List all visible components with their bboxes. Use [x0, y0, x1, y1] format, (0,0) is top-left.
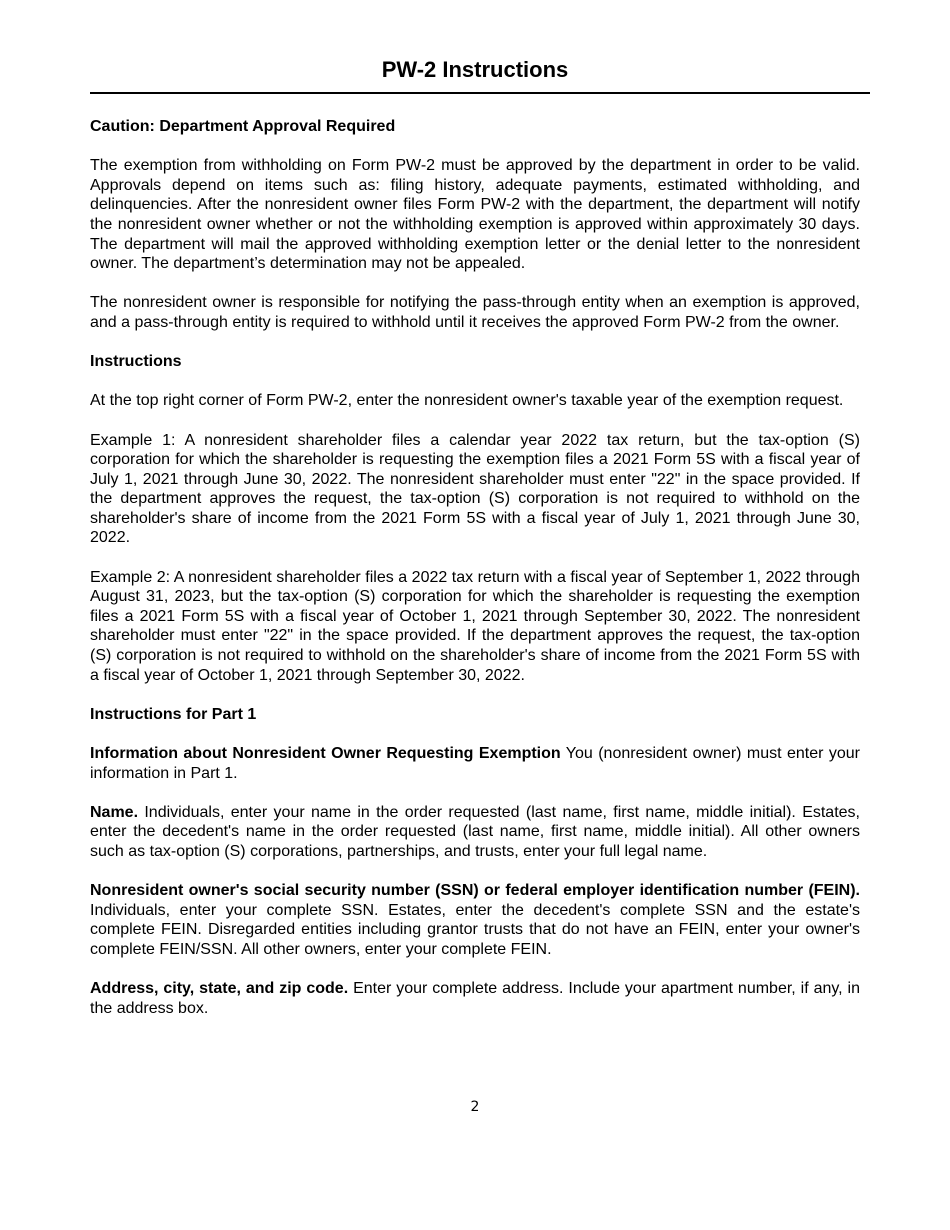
ssn-fein-paragraph [90, 881, 860, 959]
part1-info-label: Information about Nonresident Owner Requesting Exemption [90, 745, 561, 762]
address-text: Enter your complete address. Include your apartment number, if any, in the address box. [90, 980, 860, 1017]
caution-heading: Caution: Department Approval Required [90, 118, 396, 135]
address-label: Address, city, state, and zip code. [90, 980, 349, 998]
ssn-fein-label: Nonresident owner's social security number (SSN) or federal employer identification number (FEIN). [90, 882, 860, 900]
name-paragraph [90, 803, 860, 862]
address-paragraph [90, 979, 860, 1018]
example-2-paragraph: Example 2: A nonresident shareholder files a 2022 tax return with a fiscal year of September 1, 2022 through August 31, 2023, but the tax-option (S) corporation for which the shareholder is requesting the exemption files a 2021 Form 5S with a fiscal year of October 1, 2021 through September 30, 2022. The nonresident shareholder must enter "22" in the space provided. If the department approves the request, the tax-option (S) corporation is not required to withhold on the shareholder's share of income from the 2021 Form 5S with a fiscal year of October 1, 2021 through September 30, 2022. [90, 568, 860, 684]
name-label: Name. [90, 803, 139, 821]
instructions-heading: Instructions [90, 353, 182, 371]
caution-paragraph-2: The nonresident owner is responsible for notifying the pass-through entity when an exemption is approved, and a pass-through entity is required to withhold until it receives the approved Form PW-2 from the owner. [90, 294, 860, 331]
part1-info-paragraph [90, 744, 860, 783]
part1-info-text: You (nonresident owner) must enter your information in Part 1. [90, 745, 861, 782]
part1-heading: Instructions for Part 1 [90, 705, 257, 723]
ssn-fein-text: Individuals, enter your complete SSN. Estates, enter the decedent's complete SSN and the estate's complete FEIN. Disregarded entities including grantor trusts that do not have an FEIN, enter your owner's complete FEIN/SSN. All other owners, enter your complete FEIN. [90, 901, 860, 958]
page-title: PW-2 Instructions [381, 57, 569, 82]
title-divider [90, 92, 870, 94]
caution-paragraph-1: The exemption from withholding on Form PW-2 must be approved by the department in order to be valid. Approvals depend on items such as: filing history, adequate payments, estimated withholding, and delinquencies. After the nonresident owner files Form PW-2 with the department, the department will notify the nonresident owner whether or not the withholding exemption is approved within approximately 30 days. The department will mail the approved withholding exemption letter or the denial letter to the nonresident owner. The department’s determination may not be appealed. [90, 157, 860, 273]
page-number: 2 [470, 1099, 480, 1115]
example-1-paragraph: Example 1: A nonresident shareholder files a calendar year 2022 tax return, but the tax-option (S) corporation for which the shareholder is requesting the exemption files a 2021 Form 5S with a fiscal year of July 1, 2021 through June 30, 2022. The nonresident shareholder must enter "22" in the space provided. If the department approves the request, the tax-option (S) corporation is not required to withhold on the shareholder's share of income from the 2021 Form 5S with a fiscal year of July 1, 2021 through June 30, 2022. [90, 431, 860, 547]
instructions-paragraph-1: At the top right corner of Form PW-2, enter the nonresident owner's taxable year of the exemption request. [90, 392, 844, 410]
name-text: Individuals, enter your name in the order requested (last name, first name, middle initial). Estates, enter the decedent's name in the order requested (last name, first name, middle initial). All other owners such as tax-option (S) corporations, partnerships, and trusts, enter your full legal name. [90, 803, 860, 860]
document-body [90, 117, 860, 1038]
